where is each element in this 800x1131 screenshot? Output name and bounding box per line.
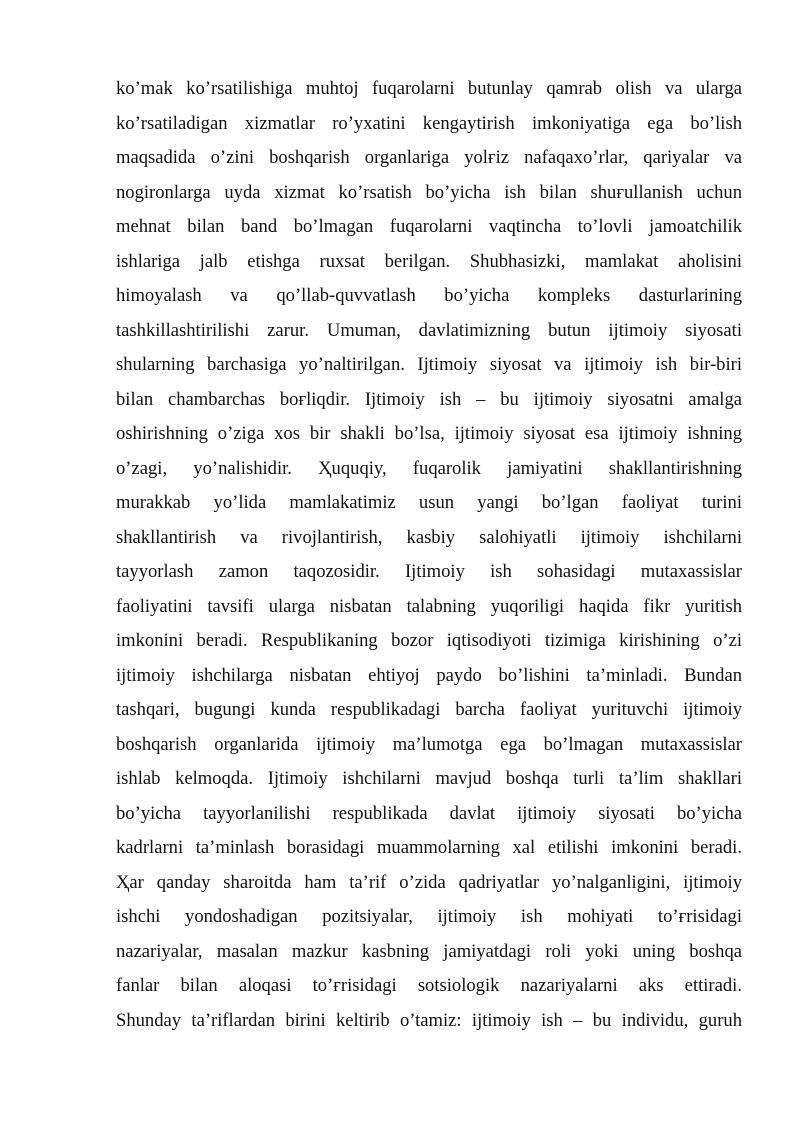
text-line: o’zagi, yo’nalishidir. Ҳuquqiy, fuqarolik jamiyatini shakllantirishning — [116, 457, 742, 479]
text-line: ko’mak ko’rsatilishiga muhtoj fuqarolarni butunlay qamrab olish va ularga — [116, 78, 742, 99]
text-line: imkonini beradi. Respublikaning bozor iqtisodiyoti tizimiga kirishining o’zi — [116, 630, 742, 651]
text-line: shakllantirish va rivojlantirish, kasbiy salohiyatli ijtimoiy ishchilarni — [116, 526, 742, 548]
text-line: nazariyalar, masalan mazkur kasbning jamiyatdagi roli yoki uning boshqa — [116, 940, 742, 962]
text-line: ishlariga jalb etishga ruxsat berilgan. Shubhasizki, mamlakat aholisini — [116, 250, 742, 272]
text-line: ishlab kelmoqda. Ijtimoiy ishchilarni mavjud boshqa turli ta’lim shakllari — [116, 768, 742, 789]
text-line: tashkillashtirilishi zarur. Umuman, davlatimizning butun ijtimoiy siyosati — [116, 319, 742, 341]
text-line: bilan chambarchas boғliqdir. Ijtimoiy ish – bu ijtimoiy siyosatni amalga — [116, 388, 742, 410]
text-line: Ҳar qanday sharoitda ham ta’rif o’zida qadriyatlar yo’nalganligini, ijtimoiy — [116, 871, 742, 893]
text-line: himoyalash va qo’llab-quvvatlash bo’yicha kompleks dasturlarining — [116, 285, 742, 306]
text-line: fanlar bilan aloqasi to’ғrisidagi sotsiologik nazariyalarni aks ettiradi. — [116, 975, 742, 996]
text-line: Shunday ta’riflardan birini keltirib o’tamiz: ijtimoiy ish – bu individu, guruh — [116, 1009, 742, 1031]
text-line: maqsadida o’zini boshqarish organlariga yolғiz nafaqaxo’rlar, qariyalar va — [116, 147, 742, 168]
text-line: boshqarish organlarida ijtimoiy ma’lumotga ega bo’lmagan mutaxassislar — [116, 733, 742, 755]
text-line: ko’rsatiladigan xizmatlar ro’yxatini kengaytirish imkoniyatiga ega bo’lish — [116, 112, 742, 134]
text-line: tayyorlash zamon taqozosidir. Ijtimoiy ish sohasidagi mutaxassislar — [116, 561, 742, 582]
text-line: bo’yicha tayyorlanilishi respublikada davlat ijtimoiy siyosati bo’yicha — [116, 802, 742, 824]
text-line: oshirishning o’ziga xos bir shakli bo’lsa, ijtimoiy siyosat esa ijtimoiy ishning — [116, 423, 742, 444]
text-line: mehnat bilan band bo’lmagan fuqarolarni vaqtincha to’lovli jamoatchilik — [116, 216, 742, 237]
text-line: murakkab yo’lida mamlakatimiz usun yangi bo’lgan faoliyat turini — [116, 492, 742, 513]
text-line: shularning barchasiga yo’naltirilgan. Ijtimoiy siyosat va ijtimoiy ish bir-biri — [116, 354, 742, 375]
text-line: kadrlarni ta’minlash borasidagi muammolarning xal etilishi imkonini beradi. — [116, 837, 742, 858]
text-line: faoliyatini tavsifi ularga nisbatan talabning yuqoriligi haqida fikr yuritish — [116, 595, 742, 617]
text-line: ijtimoiy ishchilarga nisbatan ehtiyoj paydo bo’lishini ta’minladi. Bundan — [116, 664, 742, 686]
text-line: ishchi yondoshadigan pozitsiyalar, ijtimoiy ish mohiyati to’ғrisidagi — [116, 906, 742, 927]
text-line: nogironlarga uyda xizmat ko’rsatish bo’yicha ish bilan shuғullanish uchun — [116, 181, 742, 203]
text-line: tashqari, bugungi kunda respublikadagi barcha faoliyat yurituvchi ijtimoiy — [116, 699, 742, 720]
body-text — [116, 72, 742, 1038]
